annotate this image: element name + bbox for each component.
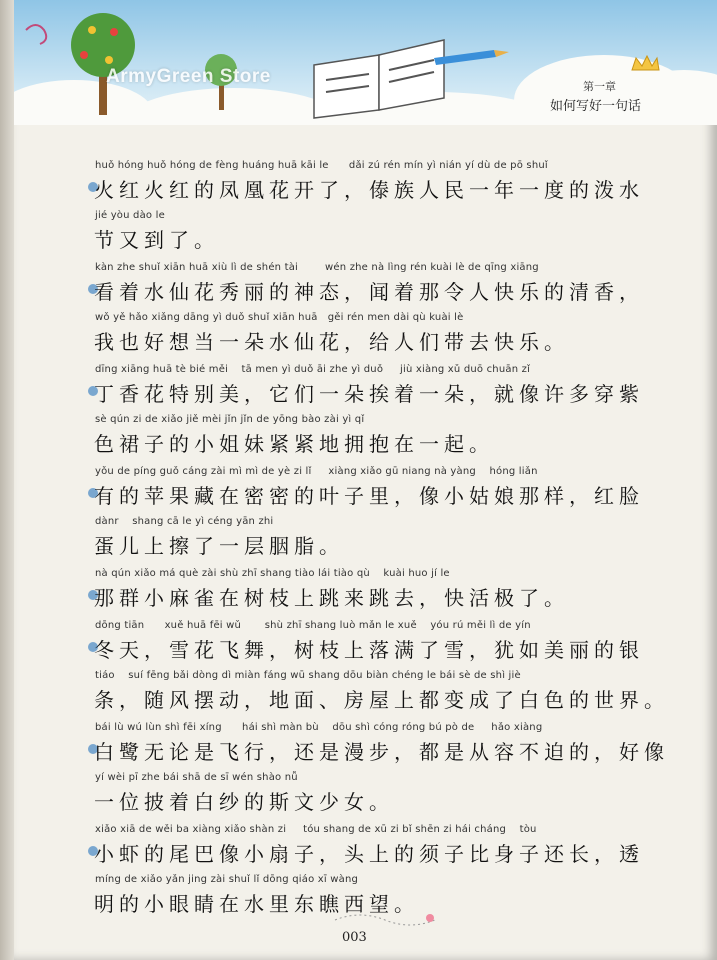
paragraph xyxy=(0,568,717,618)
paragraph xyxy=(0,466,717,566)
chinese-text: 白鹭无论是飞行，还是漫步，都是从容不迫的，好像 xyxy=(94,740,669,764)
pinyin-annotation: yí wèi pī zhe bái shā de sī wén shào nǚ xyxy=(95,772,298,783)
text-line xyxy=(0,824,717,874)
text-line xyxy=(0,160,717,210)
flower-icon xyxy=(426,914,434,922)
chinese-text: 丁香花特别美，它们一朵挨着一朵，就像许多穿紫 xyxy=(94,382,644,406)
pinyin-annotation: xiǎo xiā de wěi ba xiàng xiǎo shàn zi tóu shang de xū zi bǐ shēn zi hái cháng tòu xyxy=(95,824,537,835)
swirl-decoration xyxy=(26,25,46,44)
text-line xyxy=(0,568,717,618)
pinyin-annotation: dànr shang cā le yì céng yān zhi xyxy=(95,516,274,527)
text-line xyxy=(0,516,717,566)
text-line xyxy=(0,414,717,464)
chinese-text: 那群小麻雀在树枝上跳来跳去，快活极了。 xyxy=(94,586,569,610)
pinyin-annotation: kàn zhe shuǐ xiān huā xiù lì de shén tài wén zhe nà lìng rén kuài lè de qīng xiāng xyxy=(95,262,539,273)
pinyin-annotation: tiáo suí fēng bǎi dòng dì miàn fáng wū shang dōu biàn chéng le bái sè de shì jiè xyxy=(95,670,521,681)
chinese-text: 小虾的尾巴像小扇子，头上的须子比身子还长，透 xyxy=(94,842,644,866)
text-line xyxy=(0,210,717,260)
chinese-text: 火红火红的凤凰花开了，傣族人民一年一度的泼水 xyxy=(94,178,644,202)
chapter-label: 第一章 xyxy=(583,80,616,93)
page-number: 003 xyxy=(342,930,367,945)
chinese-text: 看着水仙花秀丽的神态，闻着那令人快乐的清香， xyxy=(94,280,644,304)
pinyin-annotation: sè qún zi de xiǎo jiě mèi jǐn jǐn de yōng bào zài yì qǐ xyxy=(95,414,365,425)
store-watermark: ArmyGreen Store xyxy=(106,66,271,87)
chinese-text: 冬天，雪花飞舞，树枝上落满了雪，犹如美丽的银 xyxy=(94,638,644,662)
text-line xyxy=(0,312,717,362)
crown-icon xyxy=(632,56,659,70)
chinese-text: 节又到了。 xyxy=(94,228,219,252)
chinese-text: 色裙子的小姐妹紧紧地拥抱在一起。 xyxy=(94,432,494,456)
pinyin-annotation: míng de xiǎo yǎn jing zài shuǐ lǐ dōng qiáo xī wàng xyxy=(95,874,359,885)
paragraph xyxy=(0,364,717,464)
pinyin-annotation: dōng tiān xuě huā fēi wǔ shù zhī shang luò mǎn le xuě yóu rú měi lì de yín xyxy=(95,620,531,631)
chinese-text: 有的苹果藏在密密的叶子里，像小姑娘那样，红脸 xyxy=(94,484,644,508)
pinyin-annotation: nà qún xiǎo má què zài shù zhī shang tiào lái tiào qù kuài huo jí le xyxy=(95,568,450,579)
open-book-icon xyxy=(314,55,379,118)
chinese-text: 明的小眼睛在水里东瞧西望。 xyxy=(94,892,419,916)
chinese-text: 我也好想当一朵水仙花，给人们带去快乐。 xyxy=(94,330,569,354)
pinyin-annotation: bái lù wú lùn shì fēi xíng hái shì màn bù dōu shì cóng róng bú pò de hǎo xiàng xyxy=(95,722,543,733)
paragraph xyxy=(0,620,717,720)
chapter-title: 如何写好一句话 xyxy=(550,99,642,114)
chinese-text: 蛋儿上擦了一层胭脂。 xyxy=(94,534,344,558)
text-line xyxy=(0,722,717,772)
paragraph xyxy=(0,722,717,822)
text-line xyxy=(0,670,717,720)
text-line xyxy=(0,466,717,516)
footer-decoration xyxy=(330,908,450,928)
pinyin-annotation: yǒu de píng guǒ cáng zài mì mì de yè zi lǐ xiàng xiǎo gū niang nà yàng hóng liǎn xyxy=(95,466,538,477)
pinyin-annotation: jié yòu dào le xyxy=(95,210,165,221)
pinyin-annotation: dīng xiāng huā tè bié měi tā men yì duǒ āi zhe yì duǒ jiù xiàng xǔ duō chuān zǐ xyxy=(95,364,531,375)
chinese-text: 条，随风摆动，地面、房屋上都变成了白色的世界。 xyxy=(94,688,669,712)
text-line xyxy=(0,364,717,414)
paragraph xyxy=(0,262,717,362)
page-header xyxy=(14,0,717,125)
paragraph xyxy=(0,160,717,260)
text-line xyxy=(0,262,717,312)
text-line xyxy=(0,772,717,822)
pinyin-annotation: wǒ yě hǎo xiǎng dāng yì duǒ shuǐ xiān huā gěi rén men dài qù kuài lè xyxy=(95,312,464,323)
chinese-text: 一位披着白纱的斯文少女。 xyxy=(94,790,394,814)
text-line xyxy=(0,620,717,670)
pinyin-annotation: huǒ hóng huǒ hóng de fèng huáng huā kāi le dǎi zú rén mín yì nián yí dù de pō shuǐ xyxy=(95,160,548,171)
